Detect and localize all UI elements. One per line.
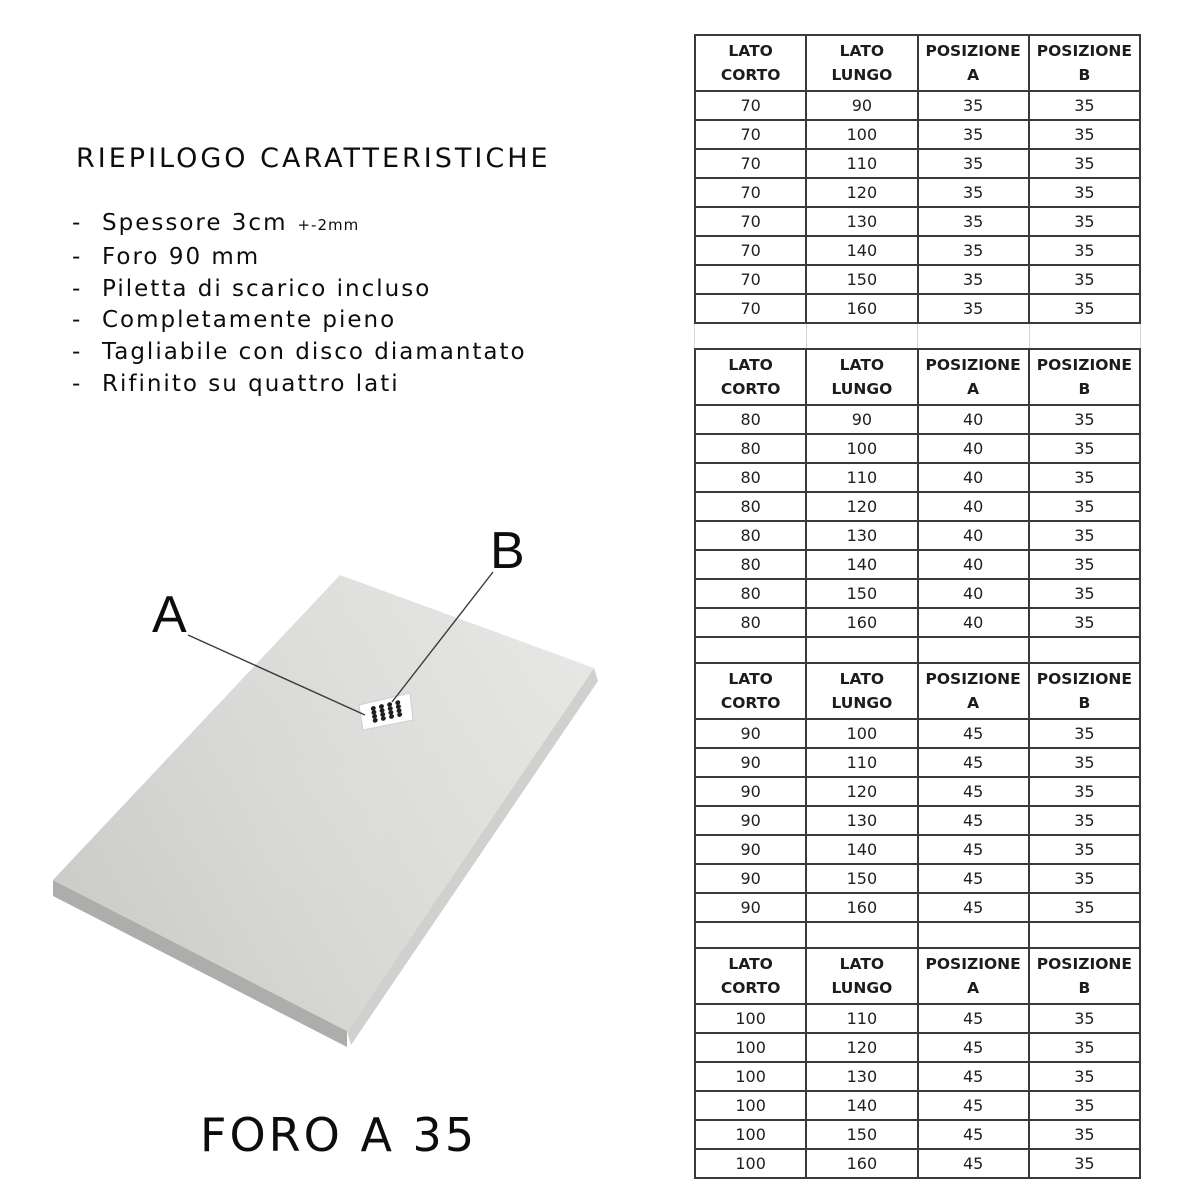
feature-item [72, 242, 527, 274]
foro-caption: FORO A 35 [200, 1108, 478, 1162]
table-row [695, 608, 1140, 637]
gap-cell [1030, 638, 1141, 662]
table-cell: 35 [1029, 748, 1140, 777]
table-cell: 120 [806, 178, 917, 207]
table-gap [694, 324, 1141, 348]
table-cell: 35 [1029, 893, 1140, 922]
spec-tables [694, 34, 1141, 1179]
table-cell: 70 [695, 294, 806, 323]
bullet-dash: - [72, 307, 83, 334]
table-row [695, 178, 1140, 207]
bullet-dash: - [72, 370, 83, 397]
table-cell: 35 [1029, 236, 1140, 265]
feature-item [72, 274, 527, 306]
table-row [695, 893, 1140, 922]
table-cell: 90 [806, 405, 917, 434]
table-cell: 35 [1029, 463, 1140, 492]
table-row [695, 719, 1140, 748]
table-cell: 100 [806, 434, 917, 463]
feature-note: +-2mm [297, 216, 360, 234]
table-row [695, 1062, 1140, 1091]
table-cell: 35 [918, 91, 1029, 120]
table-row [695, 149, 1140, 178]
column-header: POSIZIONE A [918, 948, 1029, 1004]
table-row [695, 294, 1140, 323]
table-cell: 90 [695, 864, 806, 893]
table-cell: 35 [1029, 178, 1140, 207]
size-table-2 [694, 348, 1141, 638]
gap-cell [918, 324, 1030, 348]
table-cell: 45 [918, 719, 1029, 748]
table-cell: 70 [695, 178, 806, 207]
table-cell: 70 [695, 149, 806, 178]
table-cell: 35 [1029, 550, 1140, 579]
table-cell: 70 [695, 265, 806, 294]
bullet-dash: - [72, 210, 83, 236]
table-cell: 80 [695, 405, 806, 434]
table-cell: 35 [1029, 149, 1140, 178]
header-row [695, 663, 1140, 719]
table-cell: 80 [695, 579, 806, 608]
table-cell: 130 [806, 207, 917, 236]
feature-text: Completamente pieno [102, 307, 397, 334]
table-cell: 90 [695, 777, 806, 806]
gap-cell [696, 638, 807, 662]
table-cell: 100 [806, 120, 917, 149]
column-header: LATO CORTO [695, 663, 806, 719]
table-cell: 35 [1029, 91, 1140, 120]
table-cell: 80 [695, 550, 806, 579]
table-cell: 90 [806, 91, 917, 120]
table-cell: 110 [806, 748, 917, 777]
table-cell: 35 [1029, 1120, 1140, 1149]
table-cell: 80 [695, 434, 806, 463]
table-cell: 35 [918, 207, 1029, 236]
table-cell: 45 [918, 864, 1029, 893]
table-cell: 140 [806, 236, 917, 265]
table-cell: 100 [695, 1120, 806, 1149]
table-cell: 80 [695, 608, 806, 637]
table-cell: 70 [695, 207, 806, 236]
label-a: A [152, 586, 187, 644]
header-row [695, 948, 1140, 1004]
gap-cell [919, 923, 1030, 947]
table-cell: 120 [806, 492, 917, 521]
table-cell: 35 [1029, 719, 1140, 748]
table-cell: 160 [806, 1149, 917, 1178]
table-cell: 35 [918, 120, 1029, 149]
table-cell: 90 [695, 835, 806, 864]
column-header: LATO CORTO [695, 948, 806, 1004]
table-cell: 35 [1029, 294, 1140, 323]
table-cell: 45 [918, 777, 1029, 806]
table-cell: 40 [918, 434, 1029, 463]
table-gap [694, 923, 1141, 947]
table-row [695, 434, 1140, 463]
shower-tray-diagram [20, 520, 680, 1080]
table-row [695, 1033, 1140, 1062]
table-row [695, 806, 1140, 835]
table-cell: 130 [806, 806, 917, 835]
table-row [695, 265, 1140, 294]
table-cell: 110 [806, 1004, 917, 1033]
table-cell: 100 [695, 1062, 806, 1091]
table-cell: 35 [918, 265, 1029, 294]
gap-cell [1030, 923, 1141, 947]
column-header: LATO LUNGO [806, 349, 917, 405]
size-table-1 [694, 34, 1141, 324]
table-row [695, 1120, 1140, 1149]
table-cell: 140 [806, 550, 917, 579]
table-cell: 90 [695, 748, 806, 777]
column-header: POSIZIONE B [1029, 349, 1140, 405]
column-header: LATO LUNGO [806, 948, 917, 1004]
table-cell: 160 [806, 608, 917, 637]
table-cell: 35 [918, 236, 1029, 265]
gap-cell [1030, 324, 1142, 348]
size-table-3 [694, 662, 1141, 923]
column-header: LATO LUNGO [806, 35, 917, 91]
table-cell: 35 [1029, 207, 1140, 236]
gap-cell [696, 923, 807, 947]
feature-text: Spessore 3cm [102, 210, 288, 236]
table-cell: 35 [918, 294, 1029, 323]
table-cell: 35 [1029, 405, 1140, 434]
gap-cell [807, 923, 918, 947]
table-cell: 40 [918, 463, 1029, 492]
table-row [695, 405, 1140, 434]
feature-list [72, 208, 527, 401]
table-cell: 35 [1029, 864, 1140, 893]
table-cell: 45 [918, 1149, 1029, 1178]
feature-item [72, 305, 527, 337]
table-cell: 35 [1029, 492, 1140, 521]
table-cell: 35 [1029, 835, 1140, 864]
column-header: POSIZIONE B [1029, 35, 1140, 91]
table-cell: 110 [806, 463, 917, 492]
table-cell: 45 [918, 835, 1029, 864]
table-cell: 40 [918, 550, 1029, 579]
table-cell: 45 [918, 806, 1029, 835]
column-header: POSIZIONE A [918, 349, 1029, 405]
table-cell: 45 [918, 1033, 1029, 1062]
table-gap [694, 638, 1141, 662]
table-cell: 160 [806, 893, 917, 922]
table-cell: 35 [1029, 434, 1140, 463]
column-header: LATO CORTO [695, 35, 806, 91]
summary-title: RIEPILOGO CARATTERISTICHE [76, 143, 551, 174]
table-cell: 100 [806, 719, 917, 748]
table-cell: 150 [806, 265, 917, 294]
table-cell: 40 [918, 608, 1029, 637]
table-cell: 45 [918, 893, 1029, 922]
table-cell: 150 [806, 579, 917, 608]
table-cell: 35 [1029, 120, 1140, 149]
table-row [695, 1004, 1140, 1033]
feature-item [72, 369, 527, 401]
table-row [695, 463, 1140, 492]
table-row [695, 864, 1140, 893]
table-cell: 35 [1029, 521, 1140, 550]
table-cell: 140 [806, 1091, 917, 1120]
table-row [695, 236, 1140, 265]
table-row [695, 777, 1140, 806]
table-cell: 70 [695, 236, 806, 265]
table-row [695, 207, 1140, 236]
feature-text: Foro 90 mm [102, 243, 261, 270]
table-cell: 100 [695, 1033, 806, 1062]
label-b: B [490, 522, 525, 580]
table-cell: 70 [695, 91, 806, 120]
table-cell: 90 [695, 806, 806, 835]
table-cell: 40 [918, 521, 1029, 550]
feature-item [72, 337, 527, 369]
column-header: POSIZIONE B [1029, 948, 1140, 1004]
table-cell: 45 [918, 1062, 1029, 1091]
size-table-4 [694, 947, 1141, 1179]
table-row [695, 91, 1140, 120]
column-header: POSIZIONE B [1029, 663, 1140, 719]
table-cell: 80 [695, 463, 806, 492]
table-row [695, 1149, 1140, 1178]
bullet-dash: - [72, 339, 83, 366]
feature-text: Piletta di scarico incluso [102, 275, 432, 302]
table-cell: 140 [806, 835, 917, 864]
gap-cell [807, 638, 918, 662]
table-cell: 45 [918, 748, 1029, 777]
column-header: POSIZIONE A [918, 35, 1029, 91]
table-row [695, 492, 1140, 521]
header-row [695, 35, 1140, 91]
feature-text: Rifinito su quattro lati [102, 370, 400, 397]
table-cell: 35 [1029, 265, 1140, 294]
table-cell: 35 [1029, 1004, 1140, 1033]
table-cell: 35 [1029, 806, 1140, 835]
gap-cell [807, 324, 919, 348]
table-cell: 35 [1029, 1149, 1140, 1178]
header-row [695, 349, 1140, 405]
table-cell: 40 [918, 579, 1029, 608]
feature-text: Tagliabile con disco diamantato [102, 339, 527, 366]
table-row [695, 579, 1140, 608]
table-cell: 120 [806, 777, 917, 806]
table-cell: 45 [918, 1120, 1029, 1149]
column-header: LATO CORTO [695, 349, 806, 405]
table-cell: 80 [695, 521, 806, 550]
table-cell: 35 [918, 149, 1029, 178]
table-cell: 35 [918, 178, 1029, 207]
table-cell: 80 [695, 492, 806, 521]
table-cell: 100 [695, 1091, 806, 1120]
table-cell: 100 [695, 1149, 806, 1178]
table-row [695, 550, 1140, 579]
table-row [695, 835, 1140, 864]
table-cell: 35 [1029, 579, 1140, 608]
table-cell: 130 [806, 1062, 917, 1091]
table-cell: 160 [806, 294, 917, 323]
gap-cell [695, 324, 807, 348]
table-cell: 45 [918, 1004, 1029, 1033]
feature-item [72, 208, 527, 242]
table-cell: 35 [1029, 1062, 1140, 1091]
table-row [695, 1091, 1140, 1120]
table-cell: 40 [918, 405, 1029, 434]
table-cell: 70 [695, 120, 806, 149]
table-cell: 150 [806, 864, 917, 893]
table-cell: 40 [918, 492, 1029, 521]
table-cell: 150 [806, 1120, 917, 1149]
table-cell: 90 [695, 719, 806, 748]
tray-texture [40, 560, 610, 1050]
table-cell: 110 [806, 149, 917, 178]
table-cell: 45 [918, 1091, 1029, 1120]
table-cell: 120 [806, 1033, 917, 1062]
table-cell: 130 [806, 521, 917, 550]
table-cell: 35 [1029, 1033, 1140, 1062]
table-row [695, 748, 1140, 777]
table-cell: 35 [1029, 608, 1140, 637]
bullet-dash: - [72, 243, 83, 270]
table-cell: 35 [1029, 1091, 1140, 1120]
table-row [695, 521, 1140, 550]
table-cell: 35 [1029, 777, 1140, 806]
column-header: POSIZIONE A [918, 663, 1029, 719]
column-header: LATO LUNGO [806, 663, 917, 719]
gap-cell [919, 638, 1030, 662]
table-row [695, 120, 1140, 149]
table-cell: 90 [695, 893, 806, 922]
table-cell: 100 [695, 1004, 806, 1033]
bullet-dash: - [72, 275, 83, 302]
